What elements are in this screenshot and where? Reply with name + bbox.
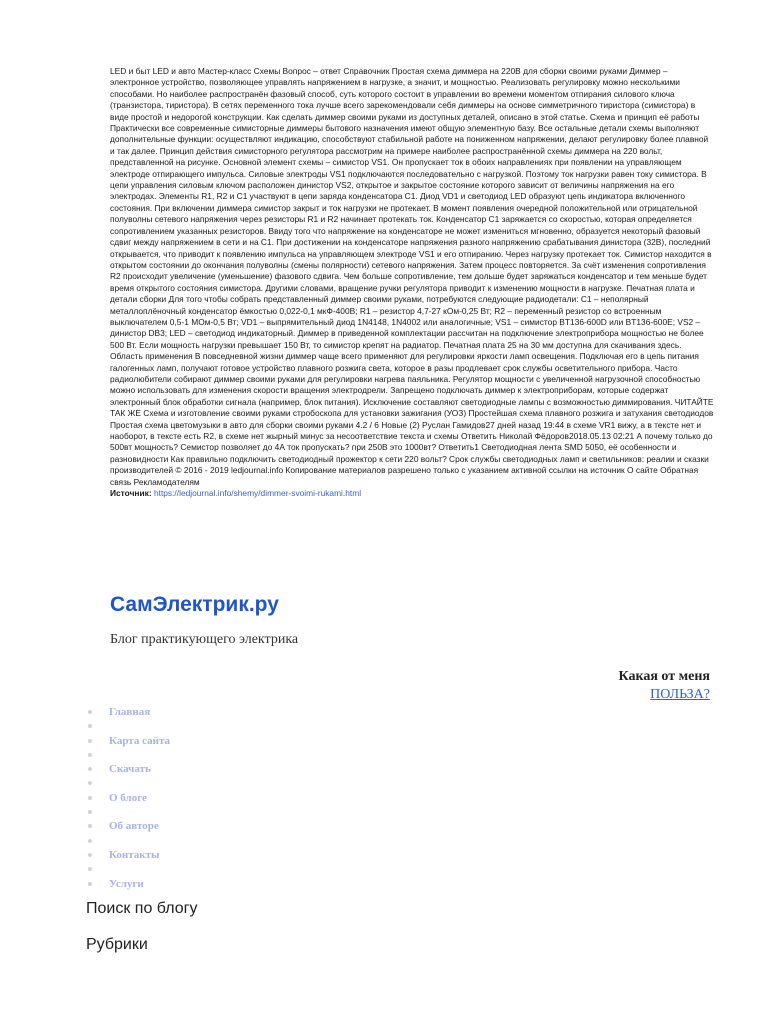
menu-item-empty: [86, 748, 386, 762]
article-text-block: [110, 66, 714, 499]
menu-item-empty: [86, 834, 386, 848]
menu-item-services[interactable]: [86, 877, 386, 891]
bullet-icon: [88, 767, 92, 771]
menu-item-empty: [86, 776, 386, 790]
bullet-icon: [88, 882, 92, 886]
menu-item-label: Карта сайта: [109, 734, 170, 747]
categories-heading: Рубрики: [86, 936, 148, 953]
menu-item-label: Скачать: [109, 763, 151, 776]
source-link[interactable]: https://ledjournal.info/shemy/dimmer-svoimi-rukami.html: [153, 488, 362, 499]
site-title[interactable]: СамЭлектрик.ру: [110, 593, 279, 616]
bullet-icon: [88, 810, 92, 814]
site-tagline: Блог практикующего электрика: [110, 632, 299, 647]
bullet-icon: [88, 796, 92, 800]
menu-item-empty: [86, 862, 386, 876]
promo-link[interactable]: ПОЛЬЗА?: [650, 687, 710, 702]
menu-item-label: Контакты: [109, 848, 160, 861]
bullet-icon: [88, 839, 92, 843]
bullet-icon: [88, 781, 92, 785]
blog-search-heading: Поиск по блогу: [86, 900, 198, 917]
main-menu: [86, 705, 386, 891]
menu-item-label: Услуги: [109, 877, 144, 890]
menu-item-home[interactable]: [86, 705, 386, 719]
article-body: LED и быт LED и авто Мастер-класс Схемы Вопрос – ответ Справочник Простая схема диммера на 220В для сборки своими руками Диммер – электронное устройство, позволяющее управлять напряжением в нагрузке, а значит, и мощностью. Реализовать регулировку можно несколькими способами. Но наиболее распространён фазовый способ, суть которого состоит в управлении во времени моментом отпирания силового ключа (транзистора, тиристора). В сетях переменного тока лучше всего зарекомендовали себя диммеры на основе симметричного тиристора (симистора) в виде простой и недорогой конструкции. Как сделать диммер своими руками из доступных деталей, описано в этой статье. Схема и принцип её работы Практически все современные симисторные диммеры бытового назначения имеют общую элементную базу. Все остальные детали схемы выполняют дополнительные функции: осуществляют индикацию, способствуют стабильной работе на пониженном напряжении, делают регулировку более плавной и так далее. Принцип действия симисторного регулятора рассмотрим на примере наиболее распространённой схемы диммера на 220 вольт, представленной на рисунке. Основной элемент схемы – симистор VS1. Он пропускает ток в обоих направлениях при появлении на управляющем электроде отпирающего импульса. Силовые электроды VS1 подключаются последовательно с нагрузкой. Поэтому ток нагрузки равен току симистора. В цепи управления силовым ключом расположен динистор VS2, открытое и закрытое состояние которого зависит от величины напряжения на его электродах. Элементы R1, R2 и C1 участвуют в цепи заряда конденсатора C1. Диод VD1 и светодиод LED образуют цепь индикатора включенного состояния. При включении диммера симистор закрыт и ток нагрузки не протекает. В момент появления очередной положительной или отрицательной полуволны сетевого напряжения через резисторы R1 и R2 начинает протекать ток. Конденсатор C1 заряжается со скоростью, которая определяется сопротивлением указанных резисторов. Ввиду того что напряжение на конденсаторе не может измениться мгновенно, образуется некоторый фазовый сдвиг между напряжением в сети и на C1. При достижении на конденсаторе напряжения разного напряжению срабатывания динистора (32В), последний открывается, что приводит к появлению импульса на управляющем электроде VS1 и его отпиранию. Через нагрузку протекает ток. Симистор находится в открытом состоянии до окончания полуволны (смены полярности) сетевого напряжения. Затем процесс повторяется. За счёт изменения сопротивления R2 происходит увеличение (уменьшение) фазового сдвига. Чем больше сопротивление, тем дольше будет заряжаться конденсатор и тем меньше будет время открытого состояния симистора. Другими словами, вращение ручки регулятора приводит к изменению мощности в нагрузке. Печатная плата и детали сборки Для того чтобы собрать представленный диммер своими руками, потребуются следующие радиодетали: C1 – неполярный металлоплёночный конденсатор ёмкостью 0,022-0,1 мкФ-400В; R1 – резистор 4,7-27 кОм-0,25 Вт; R2 – переменный резистор со встроенным выключателем 0,5-1 МОм-0,5 Вт; VD1 – выпрямительный диод 1N4148, 1N4002 или аналогичные; VS1 – симистор BT136-600D или BT136-600E; VS2 – динистор DB3; LED – светодиод индикаторный. Диммер в приведенной комплектации рассчитан на подключение электроприбора мощностью не более 500 Вт. Если мощность нагрузки превышает 150 Вт, то симистор крепят на радиатор. Печатная плата 25 на 30 мм доступна для скачивания здесь. Область применения В повседневной жизни диммер чаще всего применяют для регулировки яркости ламп освещения. Подключая его в цепь питания галогенных ламп, получают готовое устройство плавного розжига света, которое в разы продлевает срок службы осветительного прибора. Часто радиолюбители собирают диммер своими руками для регулировки нагрева паяльника. Регулятор мощности с увеличенной нагрузочной способностью можно использовать для изменения скорости вращения электродрели. Запрещено подключать диммер к электроприборам, которые содержат электронный блок обработки сигнала (например, блок питания). Исключение составляют светодиодные лампы с возможностью диммирования. ЧИТАЙТЕ ТАК ЖЕ Схема и изготовление своими руками стробоскопа для установки зажигания (УОЗ) Простейшая схема плавного розжига и затухания светодиодов Простая схема цветомузыки в авто для сборки своими руками 4.2 / 6 Новые (2) Руслан Гамидов27 дней назад 19:44 в схеме VR1 вижу, а в тексте нет и наоборот, в тексте есть R2, в схеме нет жырный минус за несоответствие текста и схемы Ответить Николай Фёдоров2018.05.13 02:21 А почему только до 500вт мощность? Семистор позволяет до 4А ток пропускать? при 250В это 1000вт? Ответить1 Светодиодная лента SMD 5050, её особенности и разновидности Как правильно подключить светодиодный прожектор к сети 220 вольт? Срок службы светодиодных ламп и светильников: реалии и сказки производителей © 2016 - 2019 ledjournal.info Копирование материалов разрешено только с указанием активной ссылки на источник О сайте Обратная связь Рекламодателям: [110, 66, 714, 487]
menu-item-sitemap[interactable]: [86, 734, 386, 748]
bullet-icon: [88, 753, 92, 757]
source-label: Источник:: [110, 488, 152, 499]
menu-item-label: О блоге: [109, 791, 147, 804]
menu-item-about-blog[interactable]: [86, 791, 386, 805]
bullet-icon: [88, 724, 92, 728]
promo-question: Какая от меня: [618, 669, 710, 684]
menu-item-download[interactable]: [86, 762, 386, 776]
article-source: [110, 488, 714, 499]
bullet-icon: [88, 824, 92, 828]
menu-item-about-author[interactable]: [86, 819, 386, 833]
promo-box: [619, 668, 710, 704]
bullet-icon: [88, 867, 92, 871]
menu-item-label: Главная: [109, 706, 151, 718]
menu-item-empty: [86, 719, 386, 733]
bullet-icon: [88, 739, 92, 743]
bullet-icon: [88, 710, 92, 714]
bullet-icon: [88, 853, 92, 857]
menu-item-contacts[interactable]: [86, 848, 386, 862]
menu-item-label: Об авторе: [109, 820, 159, 833]
menu-item-empty: [86, 805, 386, 819]
